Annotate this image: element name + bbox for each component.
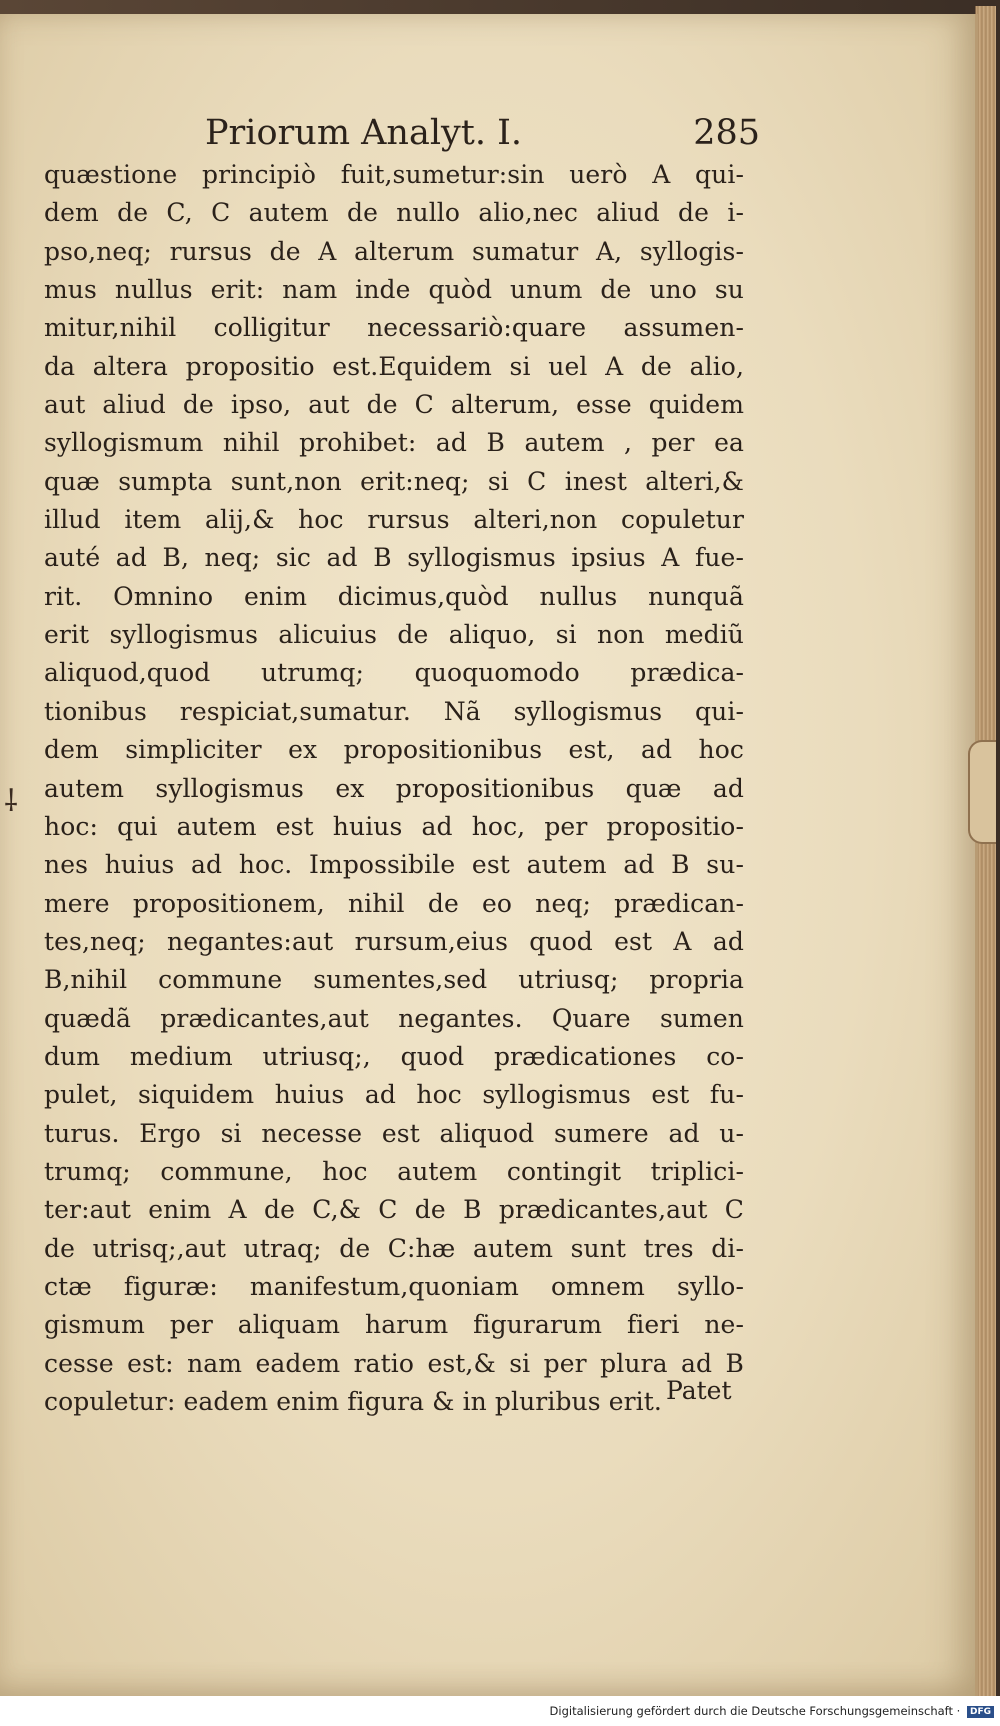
running-title: Priorum Analyt. I. bbox=[205, 113, 523, 153]
text-line: mere propositionem, nihil de eo neq; prædican- bbox=[44, 888, 744, 918]
text-line: gismum per aliquam harum figurarum fieri ne- bbox=[44, 1310, 744, 1340]
margin-mark: ⸸ bbox=[4, 784, 19, 819]
text-line: ter:aut enim A de C,& C de B prædicantes,aut C bbox=[44, 1195, 744, 1225]
text-line: auté ad B, neq; sic ad B syllogismus ipsius A fue- bbox=[44, 543, 744, 573]
text-line: autem syllogismus ex propositionibus quæ ad bbox=[44, 773, 744, 803]
dfg-logo: DFG bbox=[967, 1706, 994, 1718]
page-tab-notch bbox=[968, 740, 996, 844]
text-line: quæ sumpta sunt,non erit:neq; si C inest alteri,& bbox=[44, 466, 744, 496]
text-line: mus nullus erit: nam inde quòd unum de uno su bbox=[44, 275, 744, 305]
text-line: aut aliud de ipso, aut de C alterum, esse quidem bbox=[44, 390, 744, 420]
text-line: dum medium utriusq;, quod prædicationes co- bbox=[44, 1041, 744, 1071]
running-header bbox=[205, 110, 760, 156]
text-line: da altera propositio est.Equidem si uel A de alio, bbox=[44, 351, 744, 381]
text-line: trumq; commune, hoc autem contingit triplici- bbox=[44, 1156, 744, 1186]
text-line: pulet, siquidem huius ad hoc syllogismus est fu- bbox=[44, 1080, 744, 1110]
page-number: 285 bbox=[693, 113, 760, 153]
text-line: nes huius ad hoc. Impossibile est autem ad B su- bbox=[44, 850, 744, 880]
text-line: ctæ figuræ: manifestum,quoniam omnem syllo- bbox=[44, 1271, 744, 1301]
text-line: rit. Omnino enim dicimus,quòd nullus nunquã bbox=[44, 581, 744, 611]
text-line: turus. Ergo si necesse est aliquod sumere ad u- bbox=[44, 1118, 744, 1148]
body-text bbox=[44, 156, 744, 1421]
text-line: hoc: qui autem est huius ad hoc, per propositio- bbox=[44, 811, 744, 841]
text-line: B,nihil commune sumentes,sed utriusq; propria bbox=[44, 965, 744, 995]
text-line: dem simpliciter ex propositionibus est, ad hoc bbox=[44, 735, 744, 765]
page-edges bbox=[975, 6, 996, 1706]
text-line: pso,neq; rursus de A alterum sumatur A, syllogis- bbox=[44, 236, 744, 266]
text-line: illud item alij,& hoc rursus alteri,non copuletur bbox=[44, 505, 744, 535]
text-line: quæstione principiò fuit,sumetur:sin uerò A qui- bbox=[44, 160, 744, 189]
text-line: mitur,nihil colligitur necessariò:quare assumen- bbox=[44, 313, 744, 343]
text-line: aliquod,quod utrumq; quoquomodo prædica- bbox=[44, 658, 744, 688]
text-line: tes,neq; negantes:aut rursum,eius quod est A ad bbox=[44, 926, 744, 956]
text-line: copuletur: eadem enim figura & in pluribus erit. bbox=[44, 1387, 662, 1416]
text-line: erit syllogismus alicuius de aliquo, si non mediũ bbox=[44, 620, 744, 650]
digitization-credit bbox=[550, 1704, 994, 1718]
text-line: quædã prædicantes,aut negantes. Quare sumen bbox=[44, 1003, 744, 1033]
text-line: dem de C, C autem de nullo alio,nec aliud de i- bbox=[44, 198, 744, 228]
text-line: cesse est: nam eadem ratio est,& si per plura ad B bbox=[44, 1348, 744, 1378]
catchword: Patet bbox=[666, 1376, 732, 1405]
credit-text: Digitalisierung gefördert durch die Deutsche Forschungsgemeinschaft · bbox=[549, 1704, 961, 1718]
text-line: de utrisq;,aut utraq; de C:hæ autem sunt tres di- bbox=[44, 1233, 744, 1263]
book-page bbox=[0, 14, 978, 1696]
text-line: tionibus respiciat,sumatur. Nã syllogismus qui- bbox=[44, 696, 744, 726]
text-line: syllogismum nihil prohibet: ad B autem , per ea bbox=[44, 428, 744, 458]
